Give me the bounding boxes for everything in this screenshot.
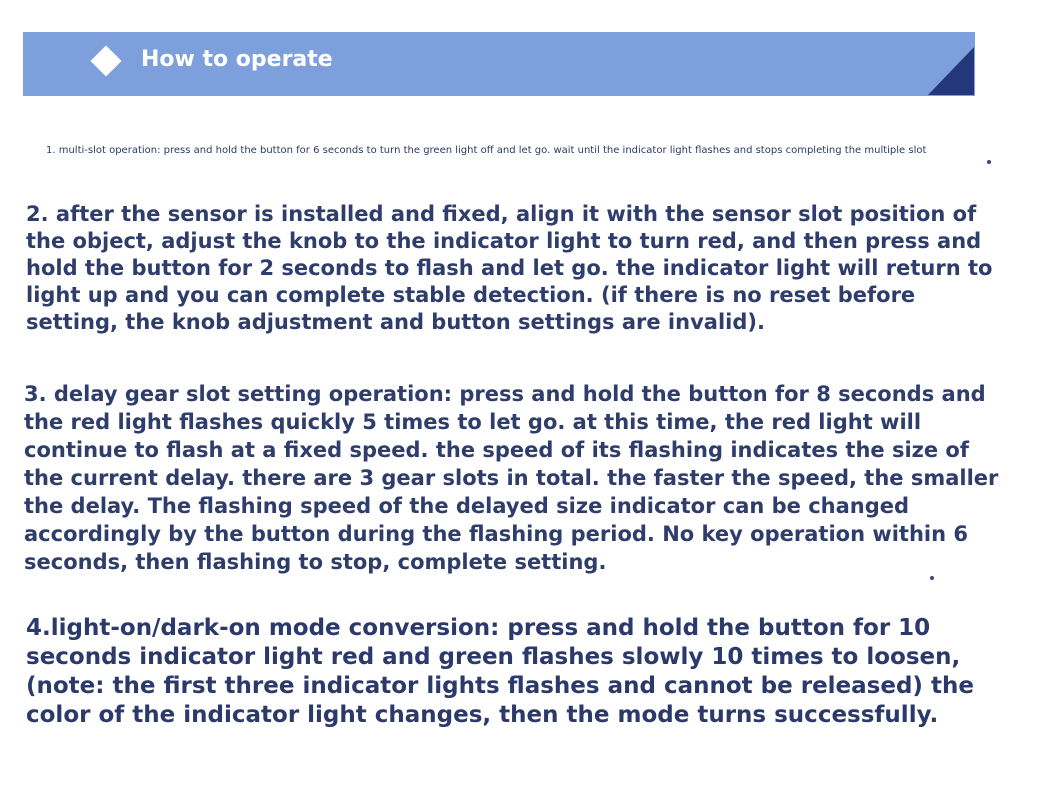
instruction-step-2: 2. after the sensor is installed and fixed, align it with the sensor slot position of the object, adjust the knob to the indicator light to turn red, and then press and hold the button for 2 seconds to flash and let go. the indicator light will return to light up and you can complete stable detection. (if there is no reset before setting, the knob adjustment and button settings are invalid). xyxy=(26,202,993,334)
instruction-step-4: 4.light-on/dark-on mode conversion: press and hold the button for 10 seconds indicator light red and green flashes slowly 10 times to loosen, (note: the first three indicator lights flashes and cannot be released) the color of the indicator light changes, then the mode turns successfully. xyxy=(26,615,974,728)
corner-fold-icon xyxy=(928,47,974,95)
instruction-step-3: 3. delay gear slot setting operation: press and hold the button for 8 seconds and the red light flashes quickly 5 times to let go. at this time, the red light will continue to flash at a fixed speed. the speed of its flashing indicates the size of the current delay. there are 3 gear slots in total. the faster the speed, the smaller the delay. The flashing speed of the delayed size indicator can be changed accordingly by the button during the flashing period. No key operation within 6 seconds, then flashing to stop, complete setting. xyxy=(24,382,999,574)
speck-dot xyxy=(930,576,934,580)
instruction-step-1: 1. multi-slot operation: press and hold the button for 6 seconds to turn the green light off and let go. wait until the indicator light flashes and stops completing the multiple slot xyxy=(46,145,927,156)
page-title: How to operate xyxy=(141,47,333,72)
speck-dot xyxy=(987,160,991,164)
